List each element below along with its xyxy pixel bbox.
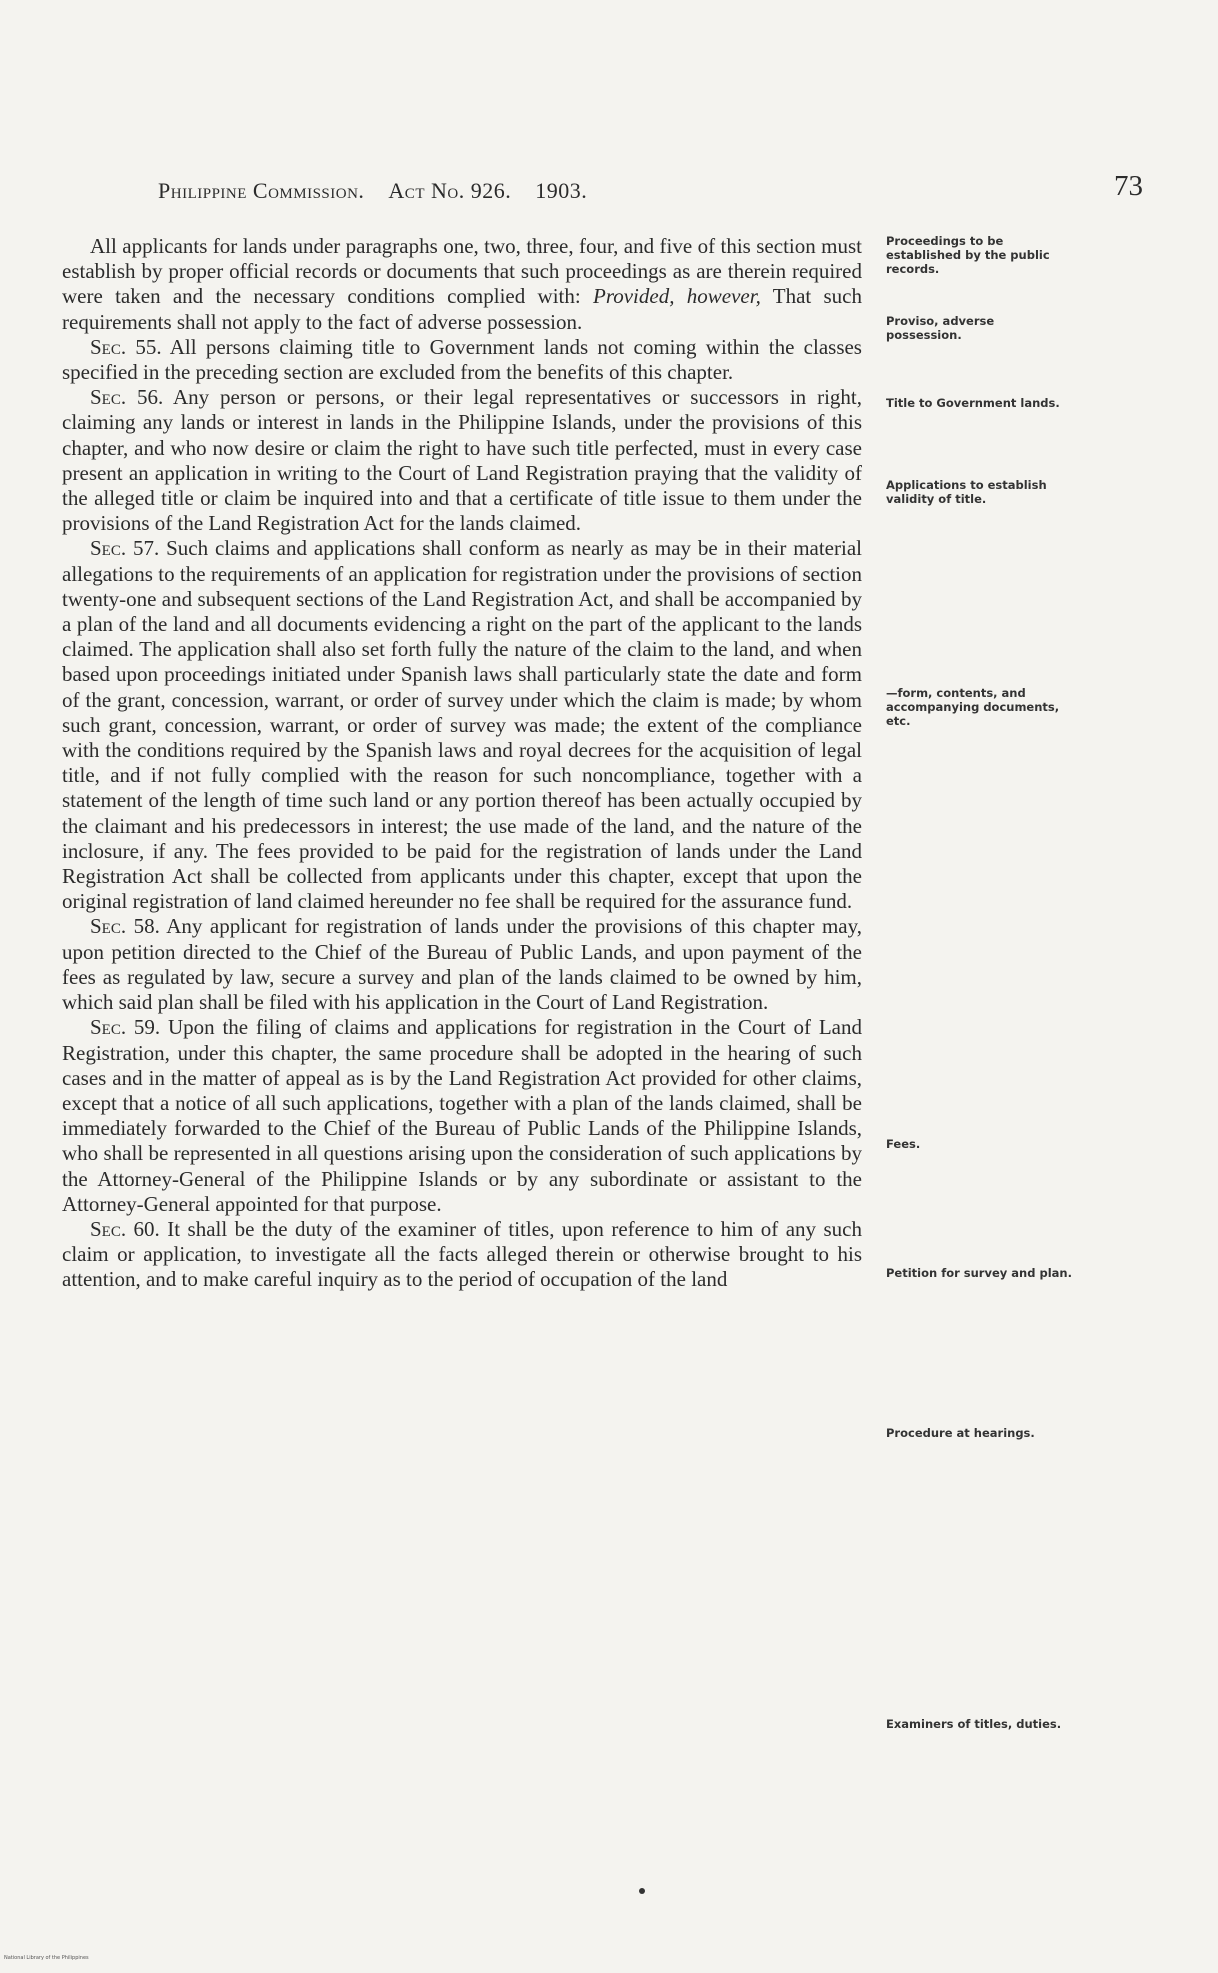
margin-note-procedure-hearings: Procedure at hearings. <box>886 1426 1035 1440</box>
section-label: Sec. 57. <box>90 536 160 561</box>
section-60 <box>62 1217 862 1293</box>
margin-note-fees: Fees. <box>886 1137 921 1151</box>
running-head-act: Act No. 926. <box>388 178 512 203</box>
section-label: Sec. 58. <box>90 914 160 939</box>
section-57 <box>62 536 862 914</box>
section-label: Sec. 59. <box>90 1015 161 1040</box>
margin-note-examiners: Examiners of titles, duties. <box>886 1717 1062 1731</box>
section-56 <box>62 385 862 536</box>
section-label: Sec. 55. <box>90 334 162 359</box>
page-number: 73 <box>1114 170 1143 202</box>
margin-note-proceedings: Proceedings to be established by the public records. <box>886 234 1050 276</box>
page-mark <box>639 1888 645 1894</box>
margin-note-petition-survey: Petition for survey and plan. <box>886 1266 1072 1280</box>
section-text: Such claims and applications shall conform as nearly as may be in their material allegations to the requirements of an application for registration under the provisions of section twenty-one and subsequent sections of the Land Registration Act, and shall be accompanied by a plan of the land and all documents evidencing a right on the part of the applicant to the lands claimed. The application shall also set forth fully the nature of the claim to the land, and when based upon proceedings initiated under Spanish laws shall particularly state the date and form of the grant, concession, warrant, or order of survey under which the claim is made; by whom such grant, concession, warrant, or order of survey was made; the extent of the compliance with the conditions required by the Spanish laws and royal decrees for the acquisition of legal title, and if not fully complied with the reason for such noncompliance, together with a statement of the length of time such land or any portion thereof has been actually occupied by the claimant and his predecessors in interest; the use made of the land, and the nature of the inclosure, if any. The fees provided to be paid for the registration of lands under the Land Registration Act shall be collected from applicants under this chapter, except that upon the original registration of land claimed hereunder no fee shall be required for the assurance fund. <box>62 536 862 914</box>
running-head <box>158 178 758 204</box>
section-text: All persons claiming title to Government lands not coming within the classes specified in the preceding section are excluded from the benefits of this chapter. <box>62 334 862 385</box>
paragraph <box>62 234 862 335</box>
margin-note-form-contents: —form, contents, and accompanying documents, etc. <box>886 686 1060 728</box>
footer-credit: National Library of the Philippines <box>4 1955 89 1961</box>
paragraph-text: That such requirements shall not apply to the fact of adverse possession. <box>62 284 863 334</box>
section-55 <box>62 335 862 385</box>
section-text: Upon the filing of claims and applications for registration in the Court of Land Registration, under this chapter, the same procedure shall be adopted in the hearing of such cases and in the matter of appeal as is by the Land Registration Act provided for other claims, except that a notice of all such applications, together with a plan of the lands claimed, shall be immediately forwarded to the Chief of the Bureau of Public Lands of the Philippine Islands, who shall be represented in all questions arising upon the consideration of such applications by the Attorney-General of the Philippine Islands or by any subordinate or assistant to the Attorney-General appointed for that purpose. <box>62 1015 862 1216</box>
margin-note-applications: Applications to establish validity of title. <box>886 478 1047 506</box>
section-label: Sec. 60. <box>90 1216 160 1241</box>
section-text: Any applicant for registration of lands under the provisions of this chapter may, upon petition directed to the Chief of the Bureau of Public Lands, and upon payment of the fees as regulated by law, secure a survey and plan of the lands claimed to be owned by him, which said plan shall be filed with his application in the Court of Land Registration. <box>62 914 862 1015</box>
section-label: Sec. 56. <box>90 385 164 410</box>
paragraph-text: All applicants for lands under paragraphs one, two, three, four, and five of this section must establish by proper official records or documents that such proceedings as are therein required were taken and the necessary conditions complied with: <box>62 234 862 309</box>
margin-note-proviso: Proviso, adverse possession. <box>886 314 995 342</box>
proviso-italic: Provided, however, <box>593 284 761 309</box>
running-head-title: Philippine Commission. <box>158 178 365 203</box>
running-head-year: 1903. <box>535 178 588 203</box>
section-text: It shall be the duty of the examiner of titles, upon reference to him of any such claim or application, to investigate all the facts alleged therein or otherwise brought to his attention, and to make careful inquiry as to the period of occupation of the land <box>62 1216 862 1292</box>
section-58 <box>62 914 862 1015</box>
margin-note-title-government-lands: Title to Government lands. <box>886 396 1060 410</box>
body-text <box>62 234 862 1293</box>
section-59 <box>62 1015 862 1217</box>
section-text: Any person or persons, or their legal representatives or successors in right, claiming any lands or interest in lands in the Philippine Islands, under the provisions of this chapter, and who now desire or claim the right to have such title perfected, must in every case present an application in writing to the Court of Land Registration praying that the validity of the alleged title or claim be inquired into and that a certificate of title issue to them under the provisions of the Land Registration Act for the lands claimed. <box>62 385 862 536</box>
